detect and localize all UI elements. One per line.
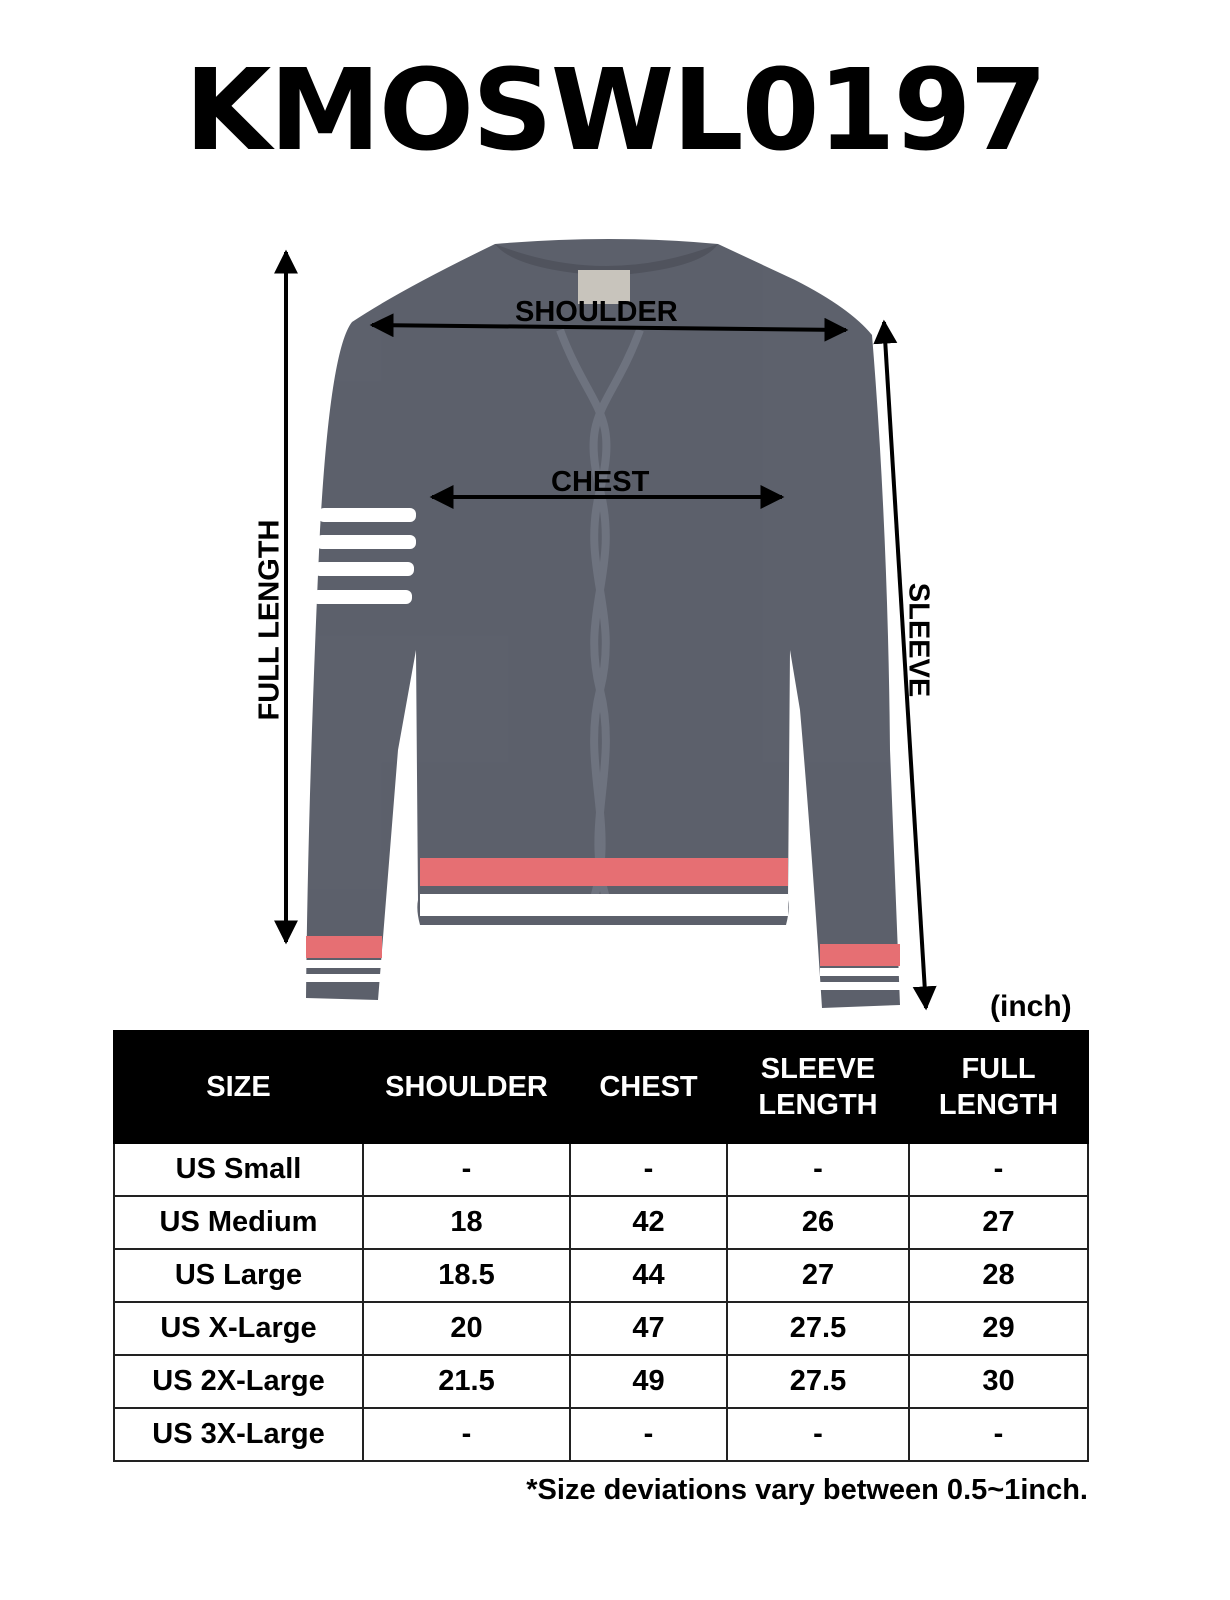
cell-sleeve: 26 xyxy=(727,1196,909,1249)
cell-size: US 3X-Large xyxy=(114,1408,363,1461)
cell-shoulder: 20 xyxy=(363,1302,570,1355)
sweater-measurement-diagram xyxy=(0,230,1230,1030)
cell-size: US Medium xyxy=(114,1196,363,1249)
cell-shoulder: - xyxy=(363,1408,570,1461)
size-deviation-note: *Size deviations vary between 0.5~1inch. xyxy=(526,1474,1088,1506)
table-row xyxy=(114,1355,1088,1408)
header-size: SIZE xyxy=(114,1031,363,1143)
cell-chest: - xyxy=(570,1143,727,1196)
table-header-row xyxy=(114,1031,1088,1143)
cell-full: - xyxy=(909,1408,1088,1461)
cell-sleeve: 27.5 xyxy=(727,1355,909,1408)
cell-size: US 2X-Large xyxy=(114,1355,363,1408)
product-code-title: KMOSWL0197 xyxy=(184,46,1046,176)
table-row xyxy=(114,1249,1088,1302)
header-full-line2: LENGTH xyxy=(938,1089,1059,1121)
table-row xyxy=(114,1408,1088,1461)
cell-sleeve: 27 xyxy=(727,1249,909,1302)
cell-full: 27 xyxy=(909,1196,1088,1249)
unit-label: (inch) xyxy=(990,990,1072,1023)
cell-chest: 42 xyxy=(570,1196,727,1249)
sweater-shape xyxy=(306,239,900,1008)
cell-size: US X-Large xyxy=(114,1302,363,1355)
cell-chest: - xyxy=(570,1408,727,1461)
cell-chest: 47 xyxy=(570,1302,727,1355)
cell-shoulder: - xyxy=(363,1143,570,1196)
header-sleeve-line2: LENGTH xyxy=(758,1089,878,1121)
cell-sleeve: - xyxy=(727,1143,909,1196)
cell-shoulder: 18.5 xyxy=(363,1249,570,1302)
cell-full: - xyxy=(909,1143,1088,1196)
cell-full: 29 xyxy=(909,1302,1088,1355)
cell-sleeve: - xyxy=(727,1408,909,1461)
cell-chest: 44 xyxy=(570,1249,727,1302)
cell-size: US Small xyxy=(114,1143,363,1196)
cell-full: 28 xyxy=(909,1249,1088,1302)
header-chest: CHEST xyxy=(570,1031,727,1143)
cell-full: 30 xyxy=(909,1355,1088,1408)
table-row xyxy=(114,1143,1088,1196)
header-sleeve-line1: SLEEVE xyxy=(760,1052,876,1085)
cell-shoulder: 18 xyxy=(363,1196,570,1249)
sweater-illustration xyxy=(0,230,1230,1030)
header-sleeve-length xyxy=(727,1031,909,1143)
cell-size: US Large xyxy=(114,1249,363,1302)
table-row xyxy=(114,1302,1088,1355)
cell-chest: 49 xyxy=(570,1355,727,1408)
chest-label: CHEST xyxy=(551,466,650,498)
cell-shoulder: 21.5 xyxy=(363,1355,570,1408)
full-length-label: FULL LENGTH xyxy=(253,519,286,721)
header-full-line1: FULL xyxy=(961,1052,1036,1085)
sleeve-label: SLEEVE xyxy=(902,582,935,698)
header-full-length xyxy=(909,1031,1088,1143)
cell-sleeve: 27.5 xyxy=(727,1302,909,1355)
header-shoulder: SHOULDER xyxy=(363,1031,570,1143)
shoulder-label: SHOULDER xyxy=(515,296,678,328)
table-row xyxy=(114,1196,1088,1249)
size-chart-table xyxy=(113,1030,1089,1462)
